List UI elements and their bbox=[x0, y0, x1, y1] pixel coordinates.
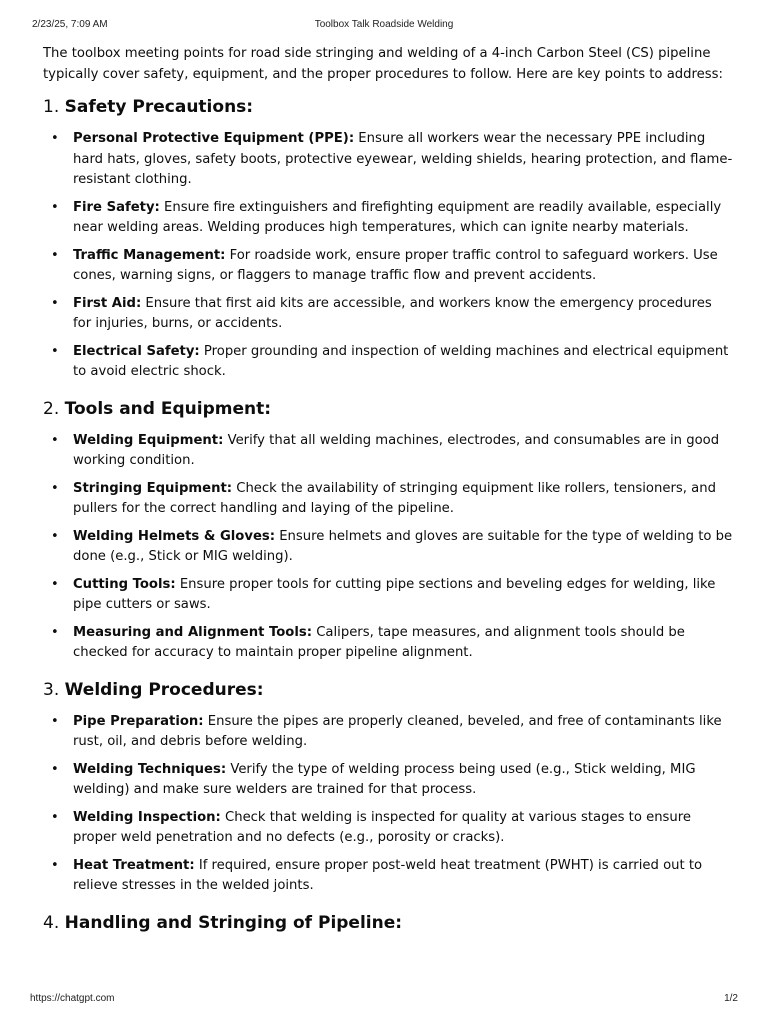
item-term: Electrical Safety: bbox=[73, 343, 200, 359]
list-item bbox=[43, 246, 733, 287]
list-item bbox=[43, 760, 733, 801]
list-item bbox=[43, 129, 733, 191]
item-term: First Aid: bbox=[73, 295, 142, 311]
bullet-icon: • bbox=[51, 857, 59, 873]
bullet-icon: • bbox=[51, 624, 59, 640]
document-content bbox=[43, 44, 733, 945]
list-item bbox=[43, 479, 733, 520]
section-heading bbox=[43, 911, 733, 935]
item-term: Welding Helmets & Gloves: bbox=[73, 528, 276, 544]
item-term: Pipe Preparation: bbox=[73, 713, 204, 729]
section-heading bbox=[43, 397, 733, 421]
item-term: Welding Inspection: bbox=[73, 809, 221, 825]
section-heading bbox=[43, 678, 733, 702]
bullet-icon: • bbox=[51, 247, 59, 263]
section-heading bbox=[43, 95, 733, 119]
list-item bbox=[43, 575, 733, 616]
item-description: Check that welding is inspected for quality at various stages to ensure proper weld penetration and no defects (e.g., porosity or cracks). bbox=[73, 809, 692, 845]
print-date: 2/23/25, 7:09 AM bbox=[32, 19, 108, 30]
item-description: Ensure that first aid kits are accessible, and workers know the emergency procedures for injuries, burns, or accidents. bbox=[73, 295, 712, 331]
page-url: https://chatgpt.com bbox=[30, 993, 115, 1004]
item-term: Fire Safety: bbox=[73, 199, 160, 215]
item-description: Check the availability of stringing equipment like rollers, tensioners, and pullers for the correct handling and laying of the pipeline. bbox=[73, 480, 716, 516]
item-term: Welding Techniques: bbox=[73, 761, 227, 777]
item-term: Welding Equipment: bbox=[73, 432, 224, 448]
item-term: Personal Protective Equipment (PPE): bbox=[73, 131, 355, 146]
bullet-icon: • bbox=[51, 528, 59, 544]
item-term: Traffic Management: bbox=[73, 247, 226, 263]
section-title: Welding Procedures: bbox=[64, 679, 264, 700]
page-number: 1/2 bbox=[724, 993, 738, 1004]
list-item bbox=[43, 431, 733, 472]
section-number: 2. bbox=[43, 398, 60, 419]
bullet-icon: • bbox=[51, 576, 59, 592]
item-description: Ensure fire extinguishers and firefighting equipment are readily available, especially near welding areas. Welding produces high temperatures, which can ignite nearby materials. bbox=[73, 199, 722, 235]
item-description: Ensure proper tools for cutting pipe sections and beveling edges for welding, like pipe cutters or saws. bbox=[73, 576, 716, 612]
bullet-icon: • bbox=[51, 131, 59, 146]
list-item bbox=[43, 342, 733, 383]
bullet-icon: • bbox=[51, 432, 59, 448]
section-number: 4. bbox=[43, 912, 60, 933]
bullet-icon: • bbox=[51, 713, 59, 729]
bullet-icon: • bbox=[51, 809, 59, 825]
item-description: Calipers, tape measures, and alignment tools should be checked for accuracy to maintain proper pipeline alignment. bbox=[73, 624, 685, 660]
item-description: Proper grounding and inspection of welding machines and electrical equipment to avoid electric shock. bbox=[73, 343, 729, 379]
list-item bbox=[43, 623, 733, 664]
list-item bbox=[43, 198, 733, 239]
bullet-list bbox=[43, 431, 733, 664]
list-item bbox=[43, 808, 733, 849]
item-description: Ensure helmets and gloves are suitable for the type of welding to be done (e.g., Stick or MIG welding). bbox=[73, 528, 733, 564]
item-term: Stringing Equipment: bbox=[73, 480, 233, 496]
document-title: Toolbox Talk Roadside Welding bbox=[314, 19, 454, 30]
item-description: Verify that all welding machines, electrodes, and consumables are in good working condition. bbox=[73, 432, 720, 468]
item-description: Ensure all workers wear the necessary PPE including hard hats, gloves, safety boots, protective eyewear, welding shields, hearing protection, and flame-resistant clothing. bbox=[73, 131, 733, 187]
list-item bbox=[43, 294, 733, 335]
print-header bbox=[32, 19, 736, 33]
bullet-list bbox=[43, 129, 733, 383]
section-number: 3. bbox=[43, 679, 60, 700]
item-description: Verify the type of welding process being used (e.g., Stick welding, MIG welding) and make sure welders are trained for that process. bbox=[73, 761, 696, 797]
list-item bbox=[43, 712, 733, 753]
bullet-icon: • bbox=[51, 480, 59, 496]
item-description: If required, ensure proper post-weld heat treatment (PWHT) is carried out to relieve stresses in the welded joints. bbox=[73, 857, 703, 893]
item-term: Measuring and Alignment Tools: bbox=[73, 624, 313, 640]
sections-container bbox=[43, 95, 733, 935]
section-title: Safety Precautions: bbox=[64, 97, 254, 117]
print-footer bbox=[30, 993, 738, 1007]
list-item bbox=[43, 856, 733, 897]
section-title: Handling and Stringing of Pipeline: bbox=[64, 912, 403, 933]
bullet-list bbox=[43, 712, 733, 897]
item-term: Cutting Tools: bbox=[73, 576, 176, 592]
intro-paragraph: The toolbox meeting points for road side stringing and welding of a 4-inch Carbon Steel (CS) pipeline typically cover safety, equipment, and the proper procedures to follow. Here are key points to address: bbox=[43, 46, 723, 82]
section-title: Tools and Equipment: bbox=[64, 398, 272, 419]
bullet-icon: • bbox=[51, 761, 59, 777]
section-number: 1. bbox=[43, 97, 60, 117]
bullet-icon: • bbox=[51, 295, 59, 311]
list-item bbox=[43, 527, 733, 568]
item-description: For roadside work, ensure proper traffic control to safeguard workers. Use cones, warning signs, or flaggers to manage traffic flow and prevent accidents. bbox=[73, 247, 718, 283]
bullet-icon: • bbox=[51, 199, 59, 215]
item-description: Ensure the pipes are properly cleaned, beveled, and free of contaminants like rust, oil, and debris before welding. bbox=[73, 713, 722, 749]
item-term: Heat Treatment: bbox=[73, 857, 195, 873]
bullet-icon: • bbox=[51, 343, 59, 359]
